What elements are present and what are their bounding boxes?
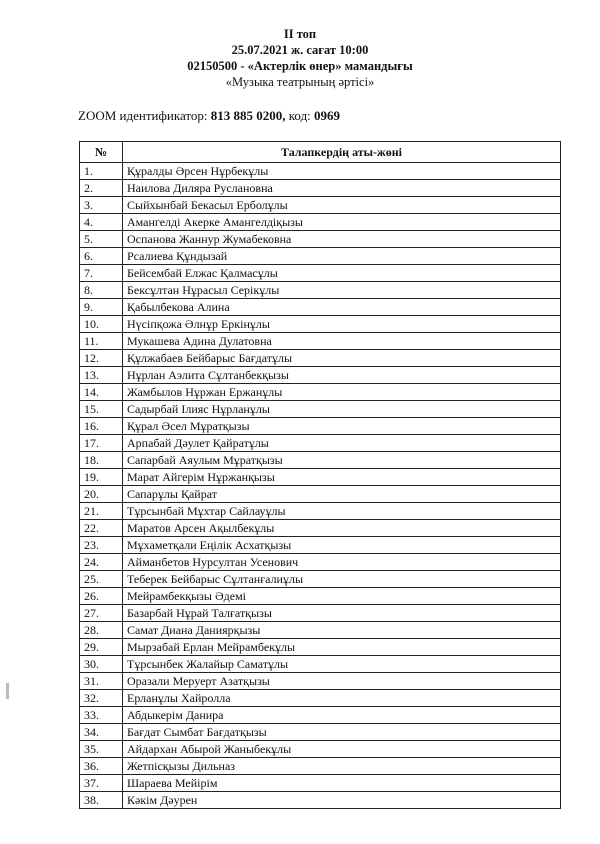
applicant-name: Арпабай Дәулет Қайратұлы xyxy=(123,435,561,452)
table-row xyxy=(80,503,561,520)
row-number: 14. xyxy=(80,384,123,401)
table-row xyxy=(80,537,561,554)
table-row xyxy=(80,656,561,673)
table-row xyxy=(80,707,561,724)
row-number: 37. xyxy=(80,775,123,792)
applicant-name: Қабылбекова Алина xyxy=(123,299,561,316)
row-number: 11. xyxy=(80,333,123,350)
table-row xyxy=(80,401,561,418)
applicant-name: Құлжабаев Бейбарыс Бағдатұлы xyxy=(123,350,561,367)
table-row xyxy=(80,384,561,401)
row-number: 18. xyxy=(80,452,123,469)
table-row xyxy=(80,792,561,809)
row-number: 12. xyxy=(80,350,123,367)
zoom-code-label: код: xyxy=(288,108,311,123)
applicant-name: Бейсембай Елжас Қалмасұлы xyxy=(123,265,561,282)
applicant-name: Бағдат Сымбат Бағдатқызы xyxy=(123,724,561,741)
table-row xyxy=(80,554,561,571)
table-row xyxy=(80,520,561,537)
applicant-name: Нүсіпқожа Әлнұр Еркінұлы xyxy=(123,316,561,333)
applicant-name: Мұхаметқали Еңілік Асхатқызы xyxy=(123,537,561,554)
row-number: 15. xyxy=(80,401,123,418)
zoom-label: ZOOM идентификатор: xyxy=(78,108,208,123)
applicant-name: Айманбетов Нурсултан Усенович xyxy=(123,554,561,571)
table-row xyxy=(80,571,561,588)
row-number: 3. xyxy=(80,197,123,214)
applicant-name: Шараева Мейірім xyxy=(123,775,561,792)
table-row xyxy=(80,163,561,180)
group-title: ІІ топ xyxy=(283,27,317,41)
row-number: 22. xyxy=(80,520,123,537)
row-number: 33. xyxy=(80,707,123,724)
table-row xyxy=(80,775,561,792)
table-row xyxy=(80,588,561,605)
row-number: 26. xyxy=(80,588,123,605)
row-number: 36. xyxy=(80,758,123,775)
row-number: 17. xyxy=(80,435,123,452)
row-number: 10. xyxy=(80,316,123,333)
zoom-id: 813 885 0200, xyxy=(210,108,286,123)
applicant-name: Оразали Меруерт Азатқызы xyxy=(123,673,561,690)
table-row xyxy=(80,282,561,299)
table-row xyxy=(80,316,561,333)
row-number: 28. xyxy=(80,622,123,639)
table-row xyxy=(80,724,561,741)
column-header-number: № xyxy=(80,142,123,163)
table-row xyxy=(80,469,561,486)
applicant-name: Бексұлтан Нұрасыл Серікұлы xyxy=(123,282,561,299)
table-row xyxy=(80,333,561,350)
table-row xyxy=(80,299,561,316)
row-number: 5. xyxy=(80,231,123,248)
row-number: 19. xyxy=(80,469,123,486)
table-row xyxy=(80,605,561,622)
row-number: 4. xyxy=(80,214,123,231)
table-row xyxy=(80,622,561,639)
row-number: 38. xyxy=(80,792,123,809)
table-row xyxy=(80,265,561,282)
row-number: 1. xyxy=(80,163,123,180)
table-row xyxy=(80,452,561,469)
applicant-name: Тұрсынбай Мұхтар Сайлауұлы xyxy=(123,503,561,520)
applicant-name: Сапарбай Аяулым Мұратқызы xyxy=(123,452,561,469)
table-header-row xyxy=(80,142,561,163)
applicant-name: Жамбылов Нұржан Ержанұлы xyxy=(123,384,561,401)
applicant-name: Сыйхынбай Бекасыл Ерболұлы xyxy=(123,197,561,214)
table-row xyxy=(80,690,561,707)
table-row xyxy=(80,741,561,758)
specialty-title: 02150500 - «Актерлік өнер» мамандығы xyxy=(187,59,413,73)
row-number: 31. xyxy=(80,673,123,690)
row-number: 25. xyxy=(80,571,123,588)
row-number: 24. xyxy=(80,554,123,571)
column-header-name: Талапкердің аты-жөні xyxy=(123,142,561,163)
applicant-name: Ерланұлы Хайролла xyxy=(123,690,561,707)
applicant-name: Теберек Бейбарыс Сұлтанғалиұлы xyxy=(123,571,561,588)
row-number: 35. xyxy=(80,741,123,758)
applicant-name: Садырбай Ілияс Нұрланұлы xyxy=(123,401,561,418)
row-number: 13. xyxy=(80,367,123,384)
applicant-name: Мукашева Адина Дулатовна xyxy=(123,333,561,350)
row-number: 23. xyxy=(80,537,123,554)
table-row xyxy=(80,248,561,265)
applicant-name: Жетпісқызы Дильназ xyxy=(123,758,561,775)
applicant-name: Самат Диана Даниярқызы xyxy=(123,622,561,639)
applicant-name: Марат Айгерім Нұржанқызы xyxy=(123,469,561,486)
applicants-table xyxy=(79,141,561,809)
applicant-name: Наилова Диляра Руслановна xyxy=(123,180,561,197)
applicant-name: Базарбай Нұрай Талғатқызы xyxy=(123,605,561,622)
table-row xyxy=(80,367,561,384)
row-number: 32. xyxy=(80,690,123,707)
table-row xyxy=(80,214,561,231)
table-row xyxy=(80,758,561,775)
row-number: 30. xyxy=(80,656,123,673)
table-row xyxy=(80,639,561,656)
table-row xyxy=(80,231,561,248)
table-row xyxy=(80,435,561,452)
applicant-name: Мырзабай Ерлан Мейрамбекұлы xyxy=(123,639,561,656)
table-row xyxy=(80,486,561,503)
row-number: 27. xyxy=(80,605,123,622)
applicant-name: Амангелді Акерке Амангелдіқызы xyxy=(123,214,561,231)
table-row xyxy=(80,350,561,367)
row-number: 34. xyxy=(80,724,123,741)
applicant-name: Абдыкерім Данира xyxy=(123,707,561,724)
applicant-name: Нұрлан Аэлита Сұлтанбекқызы xyxy=(123,367,561,384)
document-header xyxy=(0,26,600,90)
row-number: 7. xyxy=(80,265,123,282)
table-row xyxy=(80,673,561,690)
row-number: 6. xyxy=(80,248,123,265)
applicant-name: Тұрсынбек Жалайыр Саматұлы xyxy=(123,656,561,673)
exam-datetime: 25.07.2021 ж. сағат 10:00 xyxy=(231,43,369,57)
row-number: 29. xyxy=(80,639,123,656)
applicant-name: Мейрамбекқызы Әдемі xyxy=(123,588,561,605)
row-number: 8. xyxy=(80,282,123,299)
zoom-code: 0969 xyxy=(314,108,341,123)
applicant-name: Құрал Әсел Мұратқызы xyxy=(123,418,561,435)
table-row xyxy=(80,197,561,214)
table-row xyxy=(80,418,561,435)
row-number: 20. xyxy=(80,486,123,503)
applicant-name: Сапарұлы Қайрат xyxy=(123,486,561,503)
applicant-name: Айдархан Абырой Жаныбекұлы xyxy=(123,741,561,758)
row-number: 21. xyxy=(80,503,123,520)
applicant-name: Рсалиева Құндызай xyxy=(123,248,561,265)
table-body xyxy=(80,163,561,809)
scan-margin-mark xyxy=(6,683,9,699)
row-number: 2. xyxy=(80,180,123,197)
applicant-name: Кәкім Дәурен xyxy=(123,792,561,809)
applicant-name: Оспанова Жаннур Жумабековна xyxy=(123,231,561,248)
applicant-name: Маратов Арсен Ақылбекұлы xyxy=(123,520,561,537)
table-row xyxy=(80,180,561,197)
applicant-name: Құралды Әрсен Нұрбекұлы xyxy=(123,163,561,180)
row-number: 16. xyxy=(80,418,123,435)
row-number: 9. xyxy=(80,299,123,316)
subspecialty-title: «Музыка театрының әртісі» xyxy=(225,75,375,89)
zoom-info xyxy=(78,108,340,124)
